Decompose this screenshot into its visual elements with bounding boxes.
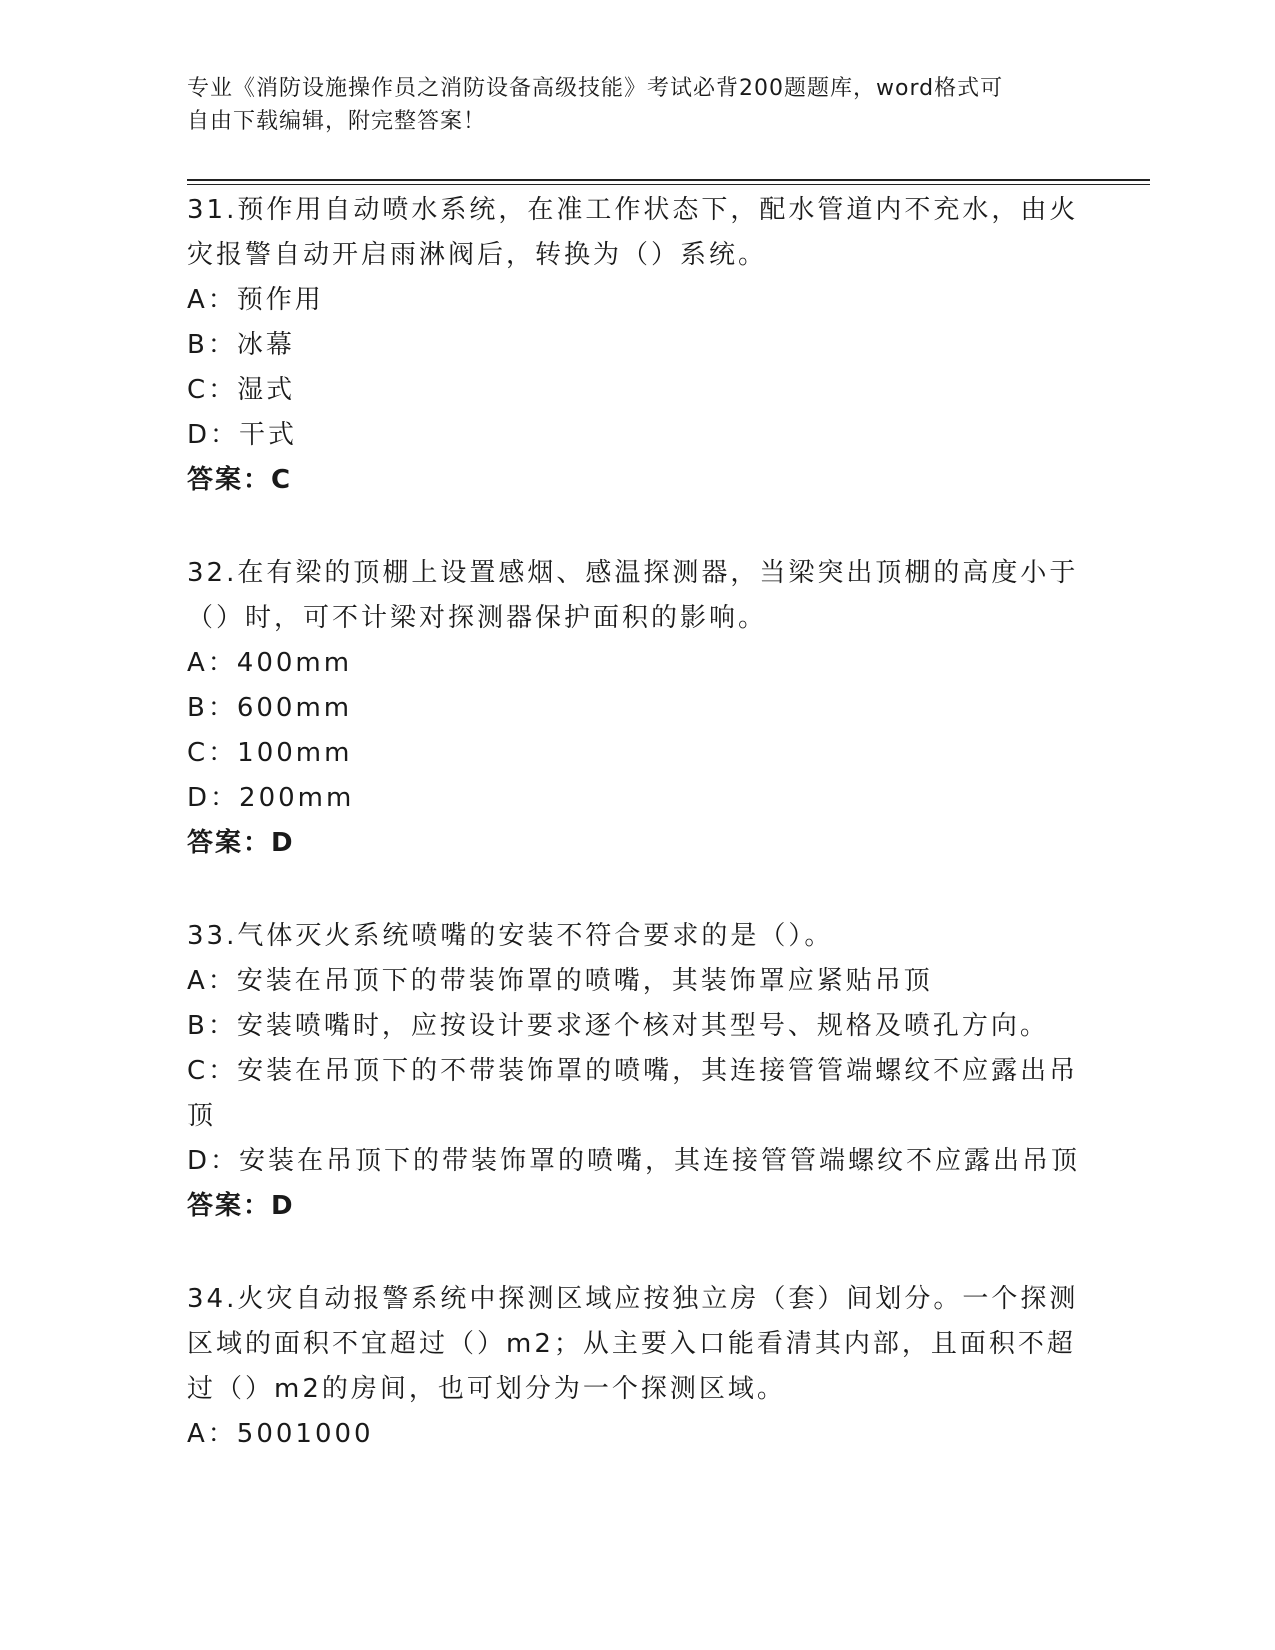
option-d: [187, 776, 1087, 821]
option-letter: A：: [187, 1419, 237, 1449]
option-c: [187, 1049, 1087, 1094]
option-text: 200mm: [239, 783, 355, 813]
option-text: 100mm: [237, 738, 353, 768]
option-a: [187, 1412, 1087, 1457]
option-a: [187, 959, 1087, 1004]
option-letter: B：: [187, 693, 237, 723]
option-letter: B：: [187, 1011, 237, 1041]
option-letter: C：: [187, 1056, 238, 1086]
question-stem: [187, 1277, 1087, 1412]
stem-line: 31.预作用自动喷水系统，在准工作状态下，配水管道内不充水，由火: [187, 195, 1079, 225]
option-letter: D：: [187, 1146, 240, 1176]
question-32: [187, 551, 1087, 866]
stem-line: 32.在有梁的顶棚上设置感烟、感温探测器，当梁突出顶棚的高度小于: [187, 558, 1079, 588]
question-31: [187, 188, 1087, 503]
option-letter: B：: [187, 330, 237, 360]
question-stem: [187, 551, 1087, 641]
option-text: 预作用: [236, 285, 324, 315]
option-letter: D：: [187, 783, 240, 813]
option-letter: A：: [187, 648, 237, 678]
option-text: 干式: [239, 420, 298, 450]
option-c: [187, 368, 1087, 413]
option-text: 5001000: [236, 1419, 374, 1449]
stem-line: 灾报警自动开启雨淋阀后，转换为（）系统。: [187, 240, 768, 270]
option-b: [187, 686, 1087, 731]
question-list: [187, 188, 1087, 1457]
option-a: [187, 278, 1087, 323]
option-d: [187, 413, 1087, 458]
option-text: 安装在吊顶下的带装饰罩的喷嘴，其连接管管端螺纹不应露出吊顶: [239, 1146, 1081, 1176]
option-c-continuation: 顶: [187, 1101, 217, 1131]
option-d: [187, 1139, 1087, 1184]
option-letter: C：: [187, 738, 238, 768]
stem-line: 区域的面积不宜超过（）m2；从主要入口能看清其内部，且面积不超: [187, 1329, 1076, 1359]
document-header: [187, 72, 1067, 138]
option-letter: D：: [187, 420, 240, 450]
answer: 答案：D: [187, 828, 295, 858]
answer: 答案：C: [187, 465, 293, 495]
option-a: [187, 641, 1087, 686]
question-34: [187, 1277, 1087, 1457]
option-text: 冰幕: [236, 330, 295, 360]
answer: 答案：D: [187, 1191, 295, 1221]
option-text: 400mm: [236, 648, 353, 678]
header-divider-thin: [187, 184, 1150, 185]
header-divider-thick: [187, 179, 1150, 181]
stem-line: 34.火灾自动报警系统中探测区域应按独立房（套）间划分。一个探测: [187, 1284, 1079, 1314]
question-33: [187, 914, 1087, 1229]
option-letter: A：: [187, 285, 237, 315]
option-text: 湿式: [237, 375, 296, 405]
option-text: 600mm: [236, 693, 353, 723]
option-b: [187, 323, 1087, 368]
stem-line: （）时，可不计梁对探测器保护面积的影响。: [187, 603, 768, 633]
option-letter: C：: [187, 375, 238, 405]
stem-line: 33.气体灭火系统喷嘴的安装不符合要求的是（）。: [187, 921, 834, 951]
stem-line: 过（）m2的房间，也可划分为一个探测区域。: [187, 1374, 786, 1404]
option-c: [187, 731, 1087, 776]
option-letter: A：: [187, 966, 237, 996]
option-text: 安装在吊顶下的不带装饰罩的喷嘴，其连接管管端螺纹不应露出吊: [237, 1056, 1079, 1086]
question-stem: [187, 188, 1087, 278]
header-line-2: 自由下载编辑，附完整答案！: [187, 109, 487, 134]
option-text: 安装在吊顶下的带装饰罩的喷嘴，其装饰罩应紧贴吊顶: [236, 966, 933, 996]
question-stem: [187, 914, 1087, 959]
header-line-1: 专业《消防设施操作员之消防设备高级技能》考试必背200题题库，word格式可: [187, 76, 1004, 101]
option-text: 安装喷嘴时，应按设计要求逐个核对其型号、规格及喷孔方向。: [236, 1011, 1049, 1041]
option-b: [187, 1004, 1087, 1049]
